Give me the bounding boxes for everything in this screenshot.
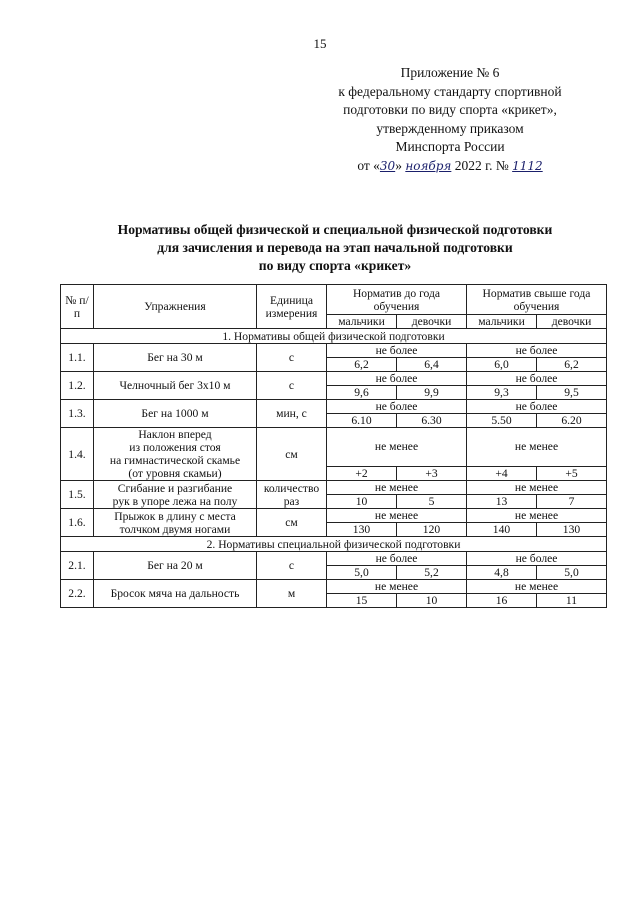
document-title <box>60 221 610 275</box>
unit-cell: м <box>257 580 327 608</box>
value-boys-before: 15 <box>327 594 397 608</box>
appendix-line-order: утвержденному приказом <box>376 120 524 136</box>
row-number: 1.6. <box>61 509 94 537</box>
condition-after-year: не менее <box>467 481 607 495</box>
table-row <box>61 509 607 523</box>
value-boys-after: 6,0 <box>467 358 537 372</box>
table-row <box>61 481 607 495</box>
condition-after-year: не менее <box>467 580 607 594</box>
value-boys-after: 5.50 <box>467 414 537 428</box>
date-year: 2022 г. № <box>451 157 513 173</box>
value-girls-after: 11 <box>537 594 607 608</box>
condition-after-year: не более <box>467 372 607 386</box>
value-boys-before: 130 <box>327 523 397 537</box>
value-boys-before: 10 <box>327 495 397 509</box>
header-exercise: Упражнения <box>94 285 257 329</box>
row-number: 1.1. <box>61 344 94 372</box>
unit-cell: с <box>257 552 327 580</box>
exercise-name: Челночный бег 3x10 м <box>94 372 257 400</box>
condition-after-year: не более <box>467 400 607 414</box>
table-row <box>61 400 607 414</box>
condition-before-year: не более <box>327 372 467 386</box>
condition-before-year: не более <box>327 552 467 566</box>
value-girls-before: 5,2 <box>397 566 467 580</box>
appendix-title: Приложение № 6 <box>400 65 500 80</box>
condition-before-year: не менее <box>327 481 467 495</box>
condition-after-year: не менее <box>467 509 607 523</box>
value-girls-before: 120 <box>397 523 467 537</box>
appendix-date-line <box>300 157 600 176</box>
value-boys-after: 13 <box>467 495 537 509</box>
handwritten-order-number: 1112 <box>512 158 543 173</box>
exercise-name: Прыжок в длину с места толчком двумя ногами <box>94 509 257 537</box>
norms-table-body <box>61 329 607 608</box>
unit-cell: с <box>257 372 327 400</box>
condition-before-year: не менее <box>327 580 467 594</box>
value-boys-before: 6,2 <box>327 358 397 372</box>
exercise-name: Бег на 30 м <box>94 344 257 372</box>
value-boys-before: 9,6 <box>327 386 397 400</box>
condition-after-year: не менее <box>467 428 607 467</box>
row-number: 1.5. <box>61 481 94 509</box>
value-boys-after: 16 <box>467 594 537 608</box>
value-girls-after: 9,5 <box>537 386 607 400</box>
unit-cell: с <box>257 344 327 372</box>
title-line-3: по виду спорта «крикет» <box>258 258 412 273</box>
date-prefix: от « <box>357 157 380 173</box>
condition-after-year: не более <box>467 344 607 358</box>
title-line-1: Нормативы общей физической и специальной физической подготовки <box>117 222 553 237</box>
value-girls-before: 6,4 <box>397 358 467 372</box>
value-girls-before: 9,9 <box>397 386 467 400</box>
appendix-line-standard: к федеральному стандарту спортивной <box>338 83 562 99</box>
title-line-2: для зачисления и перевода на этап начальной подготовки <box>157 240 513 255</box>
condition-after-year: не более <box>467 552 607 566</box>
row-number: 1.3. <box>61 400 94 428</box>
row-number: 1.4. <box>61 428 94 481</box>
value-girls-after: 6,2 <box>537 358 607 372</box>
header-unit: Единица измерения <box>257 285 327 329</box>
value-girls-after: 6.20 <box>537 414 607 428</box>
condition-before-year: не менее <box>327 509 467 523</box>
value-girls-after: 7 <box>537 495 607 509</box>
table-row <box>61 344 607 358</box>
table-row <box>61 580 607 594</box>
value-girls-after: +5 <box>537 466 607 480</box>
date-mid: » <box>395 157 406 173</box>
value-girls-before: 10 <box>397 594 467 608</box>
exercise-name: Наклон вперед из положения стоя на гимнастической скамье (от уровня скамьи) <box>94 428 257 481</box>
value-boys-after: 9,3 <box>467 386 537 400</box>
section-title: 1. Нормативы общей физической подготовки <box>61 329 607 344</box>
value-girls-after: 130 <box>537 523 607 537</box>
value-girls-before: 6.30 <box>397 414 467 428</box>
handwritten-month: ноября <box>405 158 452 173</box>
appendix-block <box>300 64 600 175</box>
unit-cell: мин, с <box>257 400 327 428</box>
value-boys-before: 5,0 <box>327 566 397 580</box>
table-row <box>61 428 607 467</box>
header-norm-after-year: Норматив свыше года обучения <box>467 285 607 315</box>
handwritten-day: 30 <box>379 158 396 173</box>
value-boys-before: +2 <box>327 466 397 480</box>
unit-cell: количество раз <box>257 481 327 509</box>
row-number: 2.2. <box>61 580 94 608</box>
row-number: 2.1. <box>61 552 94 580</box>
section-row <box>61 537 607 552</box>
page-number: 15 <box>313 36 327 51</box>
unit-cell: см <box>257 428 327 481</box>
section-title: 2. Нормативы специальной физической подготовки <box>61 537 607 552</box>
table-row <box>61 552 607 566</box>
unit-cell: см <box>257 509 327 537</box>
exercise-name: Бег на 20 м <box>94 552 257 580</box>
appendix-line-sport: подготовки по виду спорта «крикет», <box>343 102 557 117</box>
condition-before-year: не менее <box>327 428 467 467</box>
value-boys-after: +4 <box>467 466 537 480</box>
row-number: 1.2. <box>61 372 94 400</box>
header-girls-after: девочки <box>537 315 607 329</box>
value-boys-after: 140 <box>467 523 537 537</box>
header-boys-before: мальчики <box>327 315 397 329</box>
header-boys-after: мальчики <box>467 315 537 329</box>
value-boys-after: 4,8 <box>467 566 537 580</box>
condition-before-year: не более <box>327 344 467 358</box>
exercise-name: Бросок мяча на дальность <box>94 580 257 608</box>
header-norm-before-year: Норматив до года обучения <box>327 285 467 315</box>
exercise-name: Сгибание и разгибание рук в упоре лежа на полу <box>94 481 257 509</box>
norms-table <box>60 284 607 608</box>
header-girls-before: девочки <box>397 315 467 329</box>
value-girls-before: 5 <box>397 495 467 509</box>
value-boys-before: 6.10 <box>327 414 397 428</box>
value-girls-before: +3 <box>397 466 467 480</box>
header-num: № п/п <box>61 285 94 329</box>
exercise-name: Бег на 1000 м <box>94 400 257 428</box>
value-girls-after: 5,0 <box>537 566 607 580</box>
table-row <box>61 372 607 386</box>
section-row <box>61 329 607 344</box>
condition-before-year: не более <box>327 400 467 414</box>
appendix-line-ministry: Минспорта России <box>395 139 505 154</box>
